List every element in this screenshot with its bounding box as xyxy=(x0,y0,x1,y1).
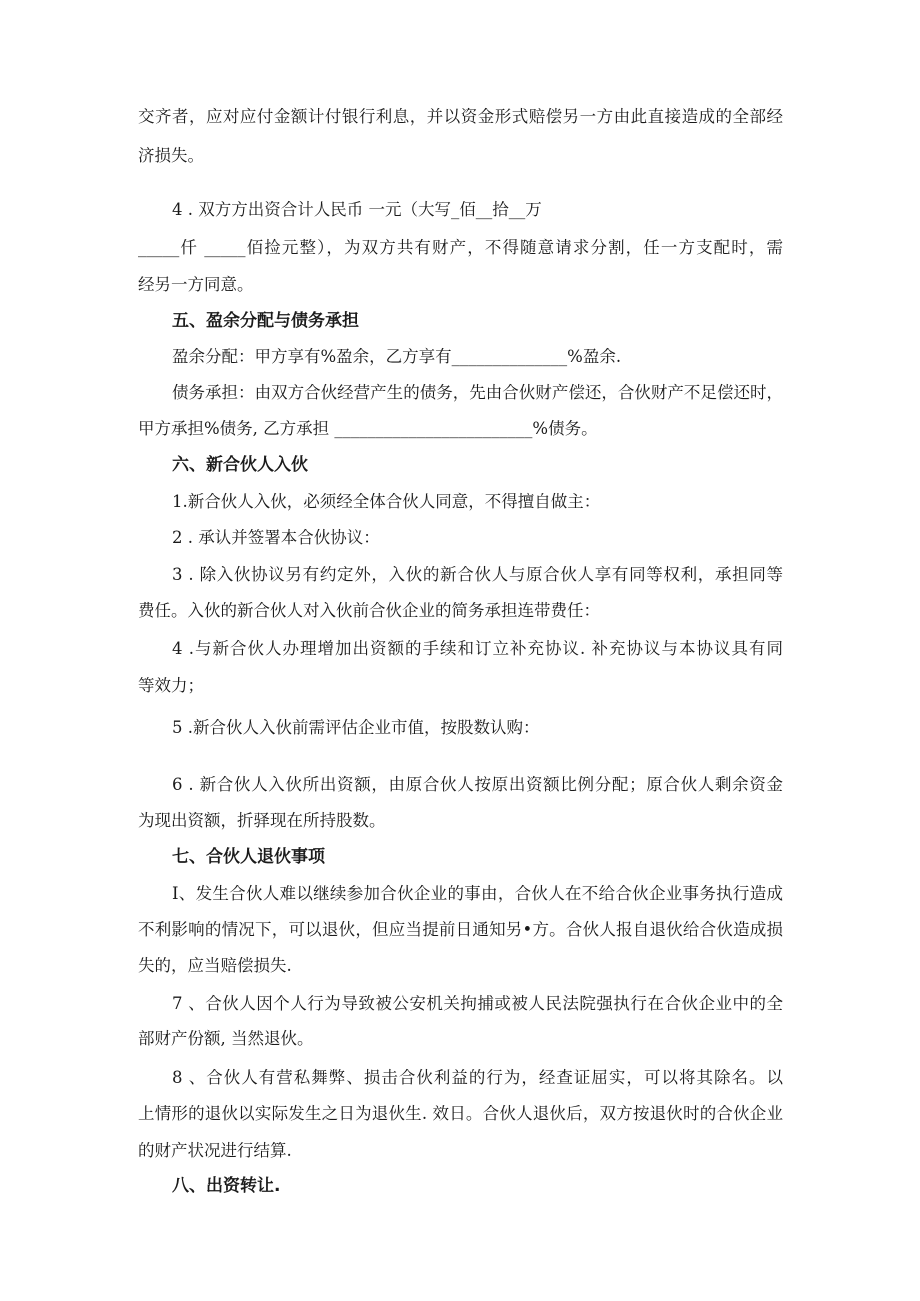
clause-line: 8 、合伙人有营私舞弊、损击合伙利益的行为，经查证屈实，可以将其除名。以 xyxy=(172,1068,783,1087)
section-heading-8: 八、出资转让. xyxy=(172,1176,281,1196)
clause-line: 7 、合伙人因个人行为导致被公安机关拘捕或被人民法院强执行在合伙企业中的全 xyxy=(172,994,783,1013)
paragraph-line: 的财产状况进行结算. xyxy=(138,1141,292,1160)
paragraph-line: 上情形的退伙以实际发生之日为退伙生. 效日。合伙人退伙后，双方按退伙时的合伙企业 xyxy=(138,1104,783,1123)
section-heading-7: 七、合伙人退伙事项 xyxy=(172,847,325,867)
debt-line: 债务承担：由双方合伙经营产生的债务，先由合伙财产偿还，合伙财产不足偿还时， xyxy=(172,383,783,402)
paragraph-line: 经另一方同意。 xyxy=(138,275,254,294)
section-heading-5: 五、盈余分配与债务承担 xyxy=(172,311,359,331)
clause-line: 1.新合伙人入伙，必须经全体合伙人同意，不得擅自做主： xyxy=(172,492,601,511)
paragraph-line: 为现出资额，折驿现在所持股数。 xyxy=(138,811,386,830)
clause-line: I、发生合伙人难以继续参加合伙企业的事由，合伙人在不给合伙企业事务执行造成 xyxy=(172,884,783,903)
paragraph-line: 济损失。 xyxy=(138,146,204,165)
paragraph-line: 甲方承担%债务, 乙方承担 ________________________%债务。 xyxy=(138,419,598,438)
paragraph-line: _____仟 _____佰捡元整），为双方共有财产，不得随意请求分割，任一方支配时，需 xyxy=(138,238,783,257)
clause-line: 2 . 承认并签署本合伙协议： xyxy=(172,528,380,547)
paragraph-line: 不利影响的情况下，可以退伙，但应当提前日通知另•方。合伙人报自退伙给合伙造成损 xyxy=(138,920,783,939)
clause-line: 3 . 除入伙协议另有约定外，入伙的新合伙人与原合伙人享有同等权利，承担同等 xyxy=(172,565,783,584)
paragraph-line: 交齐者，应对应付金额计付银行利息，并以资金形式赔偿另一方由此直接造成的全部经 xyxy=(138,107,783,126)
paragraph-line: 等效力； xyxy=(138,676,204,695)
paragraph-line: 费任。入伙的新合伙人对入伙前合伙企业的简务承担连带费任： xyxy=(138,601,600,620)
paragraph-line: 部财产份额, 当然退伙。 xyxy=(138,1029,314,1048)
clause-line: 5 .新合伙人入伙前需评估企业市值，按股数认购： xyxy=(172,718,540,737)
clause-line: 6 . 新合伙人入伙所出资额，由原合伙人按原出资额比例分配；原合伙人剩余资金 xyxy=(172,775,783,794)
clause-4-line: 4 . 双方方出资合计人民币 一元（大写_佰__拾__万 xyxy=(172,200,542,219)
paragraph-line: 失的，应当赔偿损失. xyxy=(138,956,292,975)
clause-line: 4 .与新合伙人办理增加出资额的手续和订立补充协议. 补充协议与本协议具有同 xyxy=(172,639,783,658)
profit-distribution-line: 盈余分配：甲方享有%盈余，乙方享有______________%盈余. xyxy=(172,347,622,366)
section-heading-6: 六、新合伙人入伙 xyxy=(172,455,308,475)
